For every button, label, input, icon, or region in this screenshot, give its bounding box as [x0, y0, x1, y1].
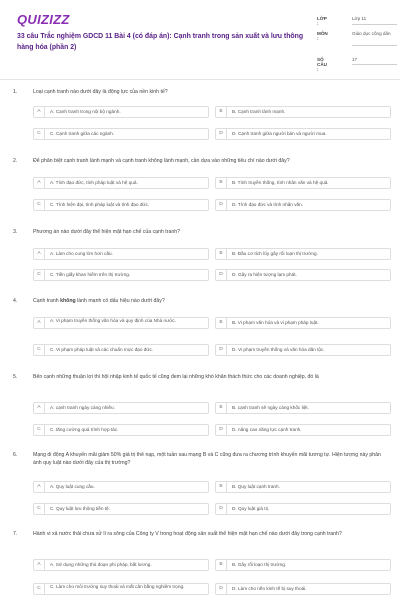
question-number: 7. [13, 531, 18, 537]
option-letter: D [216, 200, 227, 210]
question-text [33, 297, 383, 305]
option-b[interactable] [215, 106, 391, 118]
option-letter: D [216, 270, 227, 280]
question-number: 6. [13, 452, 18, 458]
question-number: 1. [13, 89, 18, 95]
quizizz-logo: QUIZIZZ [17, 12, 70, 27]
option-text: D. nâng cao năng lực cạnh tranh. [232, 427, 302, 432]
option-d[interactable] [215, 128, 391, 140]
option-letter: D [216, 425, 227, 435]
option-text: D. Làm cho nền kinh tế bị suy thoái. [232, 586, 307, 591]
question-number: 5. [13, 374, 18, 380]
option-a[interactable] [33, 317, 209, 329]
option-d[interactable] [215, 583, 391, 595]
option-text: A. Sử dụng những thủ đoạn phi pháp, bất lương. [50, 562, 152, 567]
option-letter: B [216, 249, 227, 259]
class-value: Lớp 11 [352, 16, 367, 21]
class-label: LỚP : [317, 16, 327, 26]
option-letter: A [34, 107, 45, 117]
option-c[interactable] [33, 344, 209, 356]
option-letter: A [34, 560, 45, 570]
option-text: C. Cạnh tranh giữa các ngành. [50, 131, 115, 136]
option-letter: A [34, 178, 45, 188]
option-letter: C [34, 584, 45, 594]
option-text: C. tăng cường quá trình hợp tác. [50, 427, 119, 432]
option-letter: A [34, 403, 45, 413]
option-letter: B [216, 107, 227, 117]
option-text: B. Vi phạm văn hóa và vi phạm pháp luật. [232, 320, 319, 325]
option-letter: C [34, 345, 45, 355]
option-text: C. Tiền giấy khan hiếm trên thị trường. [50, 272, 131, 277]
option-b[interactable] [215, 481, 391, 493]
option-letter: A [34, 249, 45, 259]
option-letter: D [216, 345, 227, 355]
option-b[interactable] [215, 248, 391, 260]
option-letter: D [216, 504, 227, 514]
option-text: C. Quy luật lưu thông tiền tệ. [50, 506, 110, 511]
option-a[interactable] [33, 481, 209, 493]
option-c[interactable] [33, 128, 209, 140]
option-a[interactable] [33, 177, 209, 189]
option-c[interactable] [33, 269, 209, 281]
option-a[interactable] [33, 106, 209, 118]
option-d[interactable] [215, 503, 391, 515]
option-text: B. Đầu cơ tích lũy gây rối loạn thị trường. [232, 251, 318, 256]
option-letter: C [34, 504, 45, 514]
option-text: C. Vi phạm pháp luật và các chuẩn mực đạo đức. [50, 347, 154, 352]
subject-underline [352, 45, 397, 46]
page-header [0, 0, 400, 80]
option-text: D. Gây ra hiện tượng lạm phát. [232, 272, 297, 277]
count-underline [352, 64, 397, 65]
option-text: D. Cạnh tranh giữa người bán và người mua. [232, 131, 327, 136]
option-letter: C [34, 200, 45, 210]
option-text: B. Quy luật cạnh tranh. [232, 484, 280, 489]
option-c[interactable] [33, 199, 209, 211]
option-text: B. Cạnh tranh lành mạnh. [232, 109, 286, 114]
option-letter: C [34, 129, 45, 139]
subject-value: Giáo dục công dân [352, 31, 391, 36]
subject-label: MÔN : [317, 31, 328, 41]
option-text: B. Tính truyền thống, tính nhân văn và hệ quả. [232, 180, 329, 185]
option-letter: B [216, 178, 227, 188]
option-c[interactable] [33, 424, 209, 436]
option-text: D. Vi phạm truyền thống và văn hóa dân tộc. [232, 347, 325, 352]
count-value: 17 [352, 57, 358, 62]
option-text: B. cạnh tranh sẽ ngày càng khốc liệt. [232, 405, 309, 410]
option-d[interactable] [215, 344, 391, 356]
option-text: D. Tính đạo đức và tính nhân văn. [232, 202, 304, 207]
option-text: A. Quy luật cung cầu. [50, 484, 95, 489]
option-a[interactable] [33, 559, 209, 571]
question-number: 2. [13, 158, 18, 164]
option-letter: D [216, 584, 227, 594]
option-text: A. Cạnh tranh trong nội bộ ngành. [50, 109, 121, 114]
option-b[interactable] [215, 177, 391, 189]
option-text: A. cạnh tranh ngày càng nhiều. [50, 405, 115, 410]
option-text: B. Gây rối loạn thị trường. [232, 562, 287, 567]
option-d[interactable] [215, 199, 391, 211]
option-letter: C [34, 270, 45, 280]
option-b[interactable] [215, 402, 391, 414]
question-text-pre: Cạnh tranh [33, 298, 61, 304]
option-b[interactable] [215, 317, 391, 329]
option-text: A. Vi phạm truyền thống văn hóa và quy định của Nhà nước. [50, 318, 176, 323]
question-text: Phương án nào dưới đây thể hiện mặt hạn chế của cạnh tranh? [33, 229, 180, 235]
option-a[interactable] [33, 248, 209, 260]
option-text: A. Tính đạo đức, tính pháp luật và hệ quả. [50, 180, 138, 185]
option-letter: B [216, 560, 227, 570]
option-letter: A [34, 318, 45, 328]
question-number: 3. [13, 229, 18, 235]
quiz-title: 33 câu Trắc nghiệm GDCD 11 Bài 4 (có đáp án): Cạnh tranh trong sản xuất và lưu thông hàng hóa (phần 2) [17, 33, 304, 51]
option-a[interactable] [33, 402, 209, 414]
option-text: D. Quy luật giá trị. [232, 506, 270, 511]
option-c[interactable] [33, 583, 209, 595]
option-d[interactable] [215, 424, 391, 436]
option-letter: B [216, 403, 227, 413]
question-text: Để phân biệt cạnh tranh lành mạnh và cạnh tranh không lành mạnh, cần dựa vào những tiêu chí nào dưới đây? [33, 158, 290, 164]
option-letter: B [216, 318, 227, 328]
option-b[interactable] [215, 559, 391, 571]
question-text: Hành vi xả nước thải chưa xử lí ra sông của Công ty V trong hoạt động sản xuất thể hiện mặt hạn chế nào dưới đây trong cạnh tranh? [33, 531, 342, 537]
question-text-bold: không [60, 298, 76, 304]
option-letter: A [34, 482, 45, 492]
question-text-post: lành mạnh có dấu hiệu nào dưới đây? [75, 298, 165, 304]
option-text: C. Tính hiện đại, tính pháp luật và tính đạo đức. [50, 202, 150, 207]
option-text: C. Làm cho môi trường suy thoái và mất cân bằng nghiêm trọng. [50, 584, 185, 589]
option-letter: C [34, 425, 45, 435]
question-text: Mạng di động A khuyến mãi giảm 50% giá trị thẻ nạp, một tuần sau mạng B và C cũng đưa ra chương trình khuyến mãi tương tự. Hiện tượng này phản ánh quy luật nào dưới đây của thị trường? [33, 452, 381, 466]
question-text: Bên cạnh những thuận lợi thì hội nhập kinh tế quốc tế cũng đem lại những khó khăn thách thức cho các doanh nghiệp, đó là [33, 374, 319, 380]
option-letter: D [216, 129, 227, 139]
question-text: Loại cạnh tranh nào dưới đây là động lực của nền kinh tế? [33, 89, 168, 95]
option-c[interactable] [33, 503, 209, 515]
question-number: 4. [13, 298, 18, 304]
option-letter: B [216, 482, 227, 492]
option-text: A. Làm cho cung lớn hơn cầu. [50, 251, 113, 256]
count-label: SỐ CÂU : [317, 57, 327, 72]
option-d[interactable] [215, 269, 391, 281]
class-underline [352, 24, 397, 25]
